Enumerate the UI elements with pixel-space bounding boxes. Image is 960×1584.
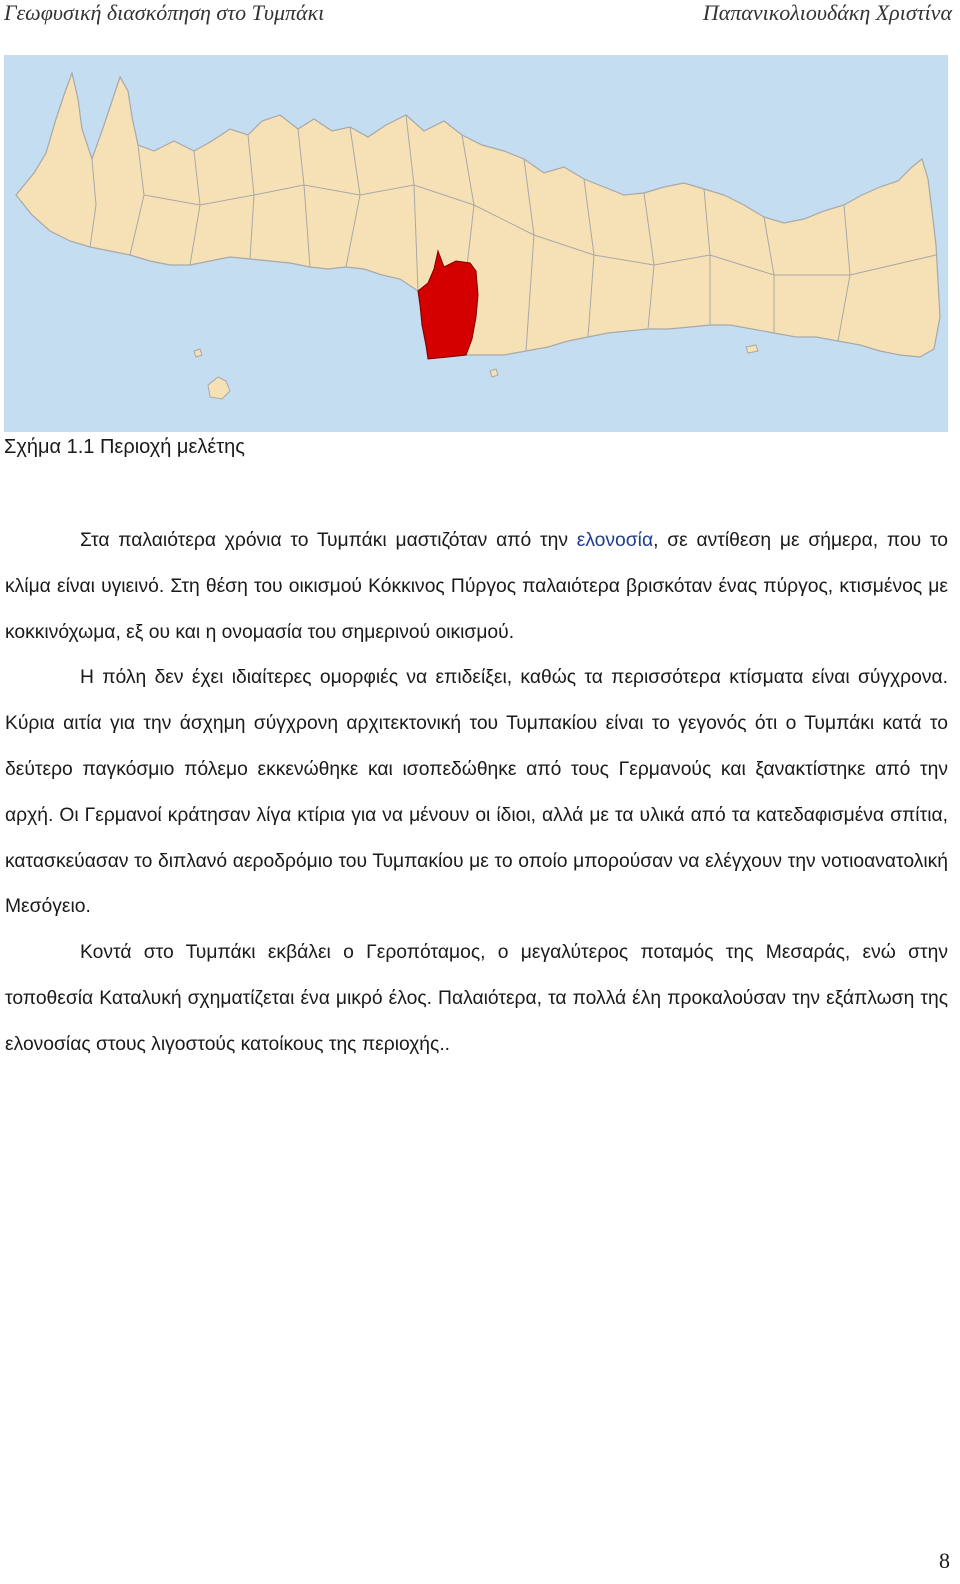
header-author: Παπανικολιουδάκη Χριστίνα (702, 0, 952, 25)
crete-map (4, 55, 948, 432)
header-title: Γεωφυσική διασκόπηση στο Τυμπάκι (4, 0, 325, 25)
paragraph-3: Κοντά στο Τυμπάκι εκβάλει ο Γεροπόταμος, ο μεγαλύτερος ποταμός της Μεσαράς, ενώ στην τοποθεσία Καταλυκή σχηματίζεται ένα μικρό έλος. Παλαιότερα, τα πολλά έλη προκαλούσαν την εξάπλωση της ελονοσίας στους λιγοστούς κατοίκους της περιοχής.. (5, 942, 948, 1055)
islet-west (194, 349, 202, 357)
islet-chrysi (746, 345, 758, 353)
paragraph-1-before: Στα παλαιότερα χρόνια το Τυμπάκι μαστιζόταν από την (80, 530, 577, 551)
crete-map-svg (4, 55, 948, 432)
page-number: 8 (939, 1548, 950, 1573)
figure-caption: Σχήμα 1.1 Περιοχή μελέτης (4, 436, 245, 458)
paragraph-1 (5, 518, 948, 655)
islet-south (490, 369, 498, 377)
paragraph-1-after: , σε αντίθεση με σήμερα, που το κλίμα είναι υγιεινό. Στη θέση του οικισμού Κόκκινος Πύργος παλαιότερα βρισκόταν ένας πύργος, κτισμένος με κοκκινόχωμα, εξ ου και η ονομασία του σημερινού οικισμού. (5, 530, 948, 643)
malaria-link[interactable]: ελονοσία (576, 530, 654, 551)
body-text (5, 518, 948, 1068)
paragraph-2: Η πόλη δεν έχει ιδιαίτερες ομορφιές να επιδείξει, καθώς τα περισσότερα κτίσματα είναι σύγχρονα. Κύρια αιτία για την άσχημη σύγχρονη αρχιτεκτονική του Τυμπακίου είναι το γεγονός ότι ο Τυμπάκι κατά το δεύτερο παγκόσμιο πόλεμο εκκενώθηκε και ισοπεδώθηκε από τους Γερμανούς και ξανακτίστηκε από την αρχή. Οι Γερμανοί κράτησαν λίγα κτίρια για να μένουν οι ίδιοι, αλλά με τα υλικά από τα κατεδαφισμένα σπίτια, κατασκεύασαν το διπλανό αεροδρόμιο του Τυμπακίου με το οποίο μπορούσαν να ελέγχουν την νοτιοανατολική Μεσόγειο. (5, 667, 948, 918)
page-header (0, 0, 960, 30)
